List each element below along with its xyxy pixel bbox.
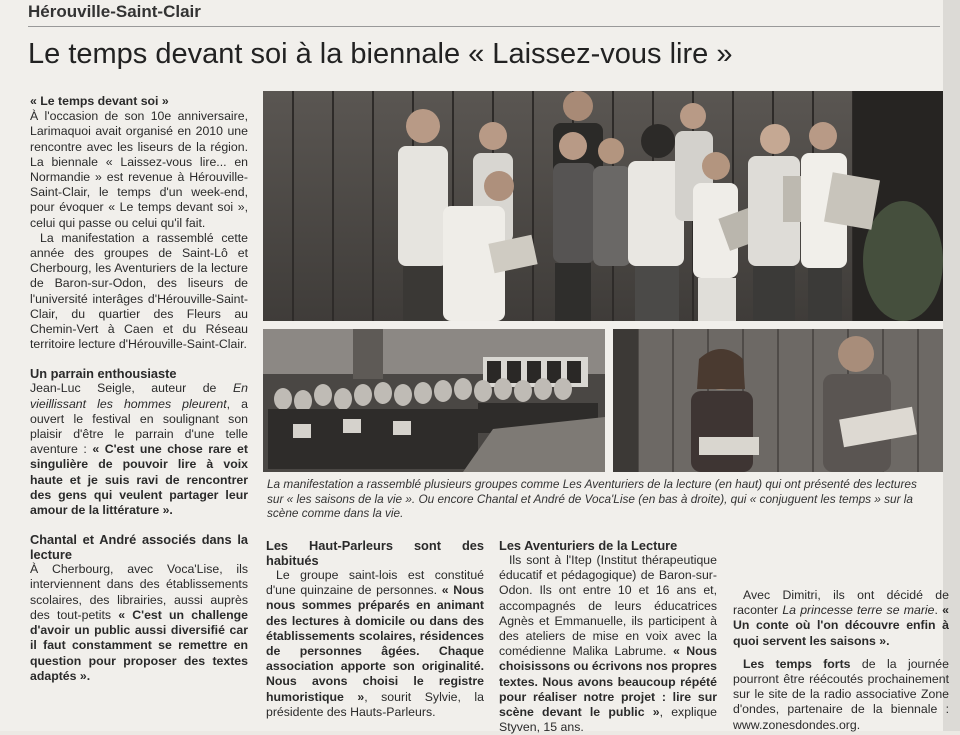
column-4 <box>733 588 949 733</box>
hautparleurs-quote: « Nous nous sommes préparés en animant des lectures à domicile ou dans des établissements scolaires, résidences de personnes âgées. Chaque association apporte son originalité. Nous avons choisi le registre humoristique » <box>266 583 485 704</box>
public-photo-image <box>263 329 605 472</box>
column-2 <box>266 538 484 720</box>
chantal-quote: « C'est un challenge d'avoir un public aussi diversifié car il faut constamment se remettre en question pour proposer des textes adaptés ». <box>30 607 248 683</box>
parrain-book-title: En vieillissant les hommes pleurent <box>30 381 248 411</box>
dimitri-quote: « Un conte où l'on découvre enfin à quoi servent les saisons ». <box>733 603 949 648</box>
chantal-andre-photo-image <box>613 329 943 472</box>
intro-kicker: « Le temps devant soi » <box>30 94 169 108</box>
aventuriers-heading: Les Aventuriers de la Lecture <box>499 538 678 553</box>
tempsforts-paragraph: Les temps forts de la journée pourront être réécoutés prochainement sur le site de la radio associative Zone d'ondes, partenaire de la biennale : www.zonesdondes.org. <box>733 656 949 732</box>
hautparleurs-heading: Les Haut-Parleurs sont des habitués <box>266 538 484 568</box>
chantal-paragraph: À Cherbourg, avec Voca'Lise, ils interviennent dans des établissements scolaires, des librairies, aussi auprès des tout-petits « C'est un challenge d'avoir un public aussi diversifié car il faut constamment se remettre en question pour proposer des textes adaptés ». <box>30 562 248 683</box>
header-rule <box>28 26 940 27</box>
chantal-heading: Chantal et André associés dans la lecture <box>30 532 248 563</box>
aventuriers-paragraph: Ils sont à l'Itep (Institut thérapeutique éducatif et pédagogique) de Baron-sur-Odon. Ils ont entre 10 et 16 ans et, accompagnés de leurs éducatrices Agnès et Emmanuelle, ils participent à des ateliers de mise en voix avec la comédienne Malika Labrume. « Nous choisissons ou écrivons nos propres textes. Nous avons beaucoup répété pour réaliser notre projet : lire sur scène devant le public », explique Styven, 15 ans. <box>499 553 718 735</box>
parrain-heading: Un parrain enthousiaste <box>30 366 177 382</box>
parrain-paragraph: Jean-Luc Seigle, auteur de En vieillissant les hommes pleurent, a ouvert le festival en soulignant son plaisir d'être le parrain d'une telle aventure : « C'est une chose rare et singulière de pouvoir lire à voix haute et je suis ravi de rencontrer des gens qui veulent partager leur amour de la littérature ». <box>30 381 248 518</box>
intro-paragraph-1: À l'occasion de son 10e anniversaire, Larimaquoi avait organisé en 2010 une rencontre avec les liseurs de la région. La biennale « Laissez-vous lire... en Normandie » est revenue à Hérouville-Saint-Clair, le temps d'un week-end, pour évoquer « Le temps devant soi », celui qui passe ou celui qu'il fait. <box>30 109 248 230</box>
aventuriers-quote: « Nous choisissons ou écrivons nos propres textes. Nous avons beaucoup répété pour réaliser notre projet : lire sur scène devant le public » <box>499 644 717 720</box>
tempsforts-heading: Les temps forts <box>743 656 851 671</box>
city-label: Hérouville-Saint-Clair <box>28 2 201 21</box>
intro-paragraph-2: La manifestation a rassemblé cette année des groupes de Saint-Lô et Cherbourg, les Aventuriers de la lecture de Baron-sur-Odon, des liseurs de l'université interâges d'Hérouville-Saint-Clair, du quartier des Fleurs au Chemin-Vert à Caen et du Réseau territoire lecture d'Hérouville-Saint-Clair. <box>30 230 248 352</box>
headline: Le temps devant soi à la biennale « Laissez-vous lire » <box>28 38 733 70</box>
column-3 <box>499 538 717 735</box>
photo-caption: La manifestation a rassemblé plusieurs groupes comme Les Aventuriers de la lecture (en haut) qui ont présenté des lectures sur « les saisons de la vie ». Ou encore Chantal et André de Voca'Lise (en bas à droite), qui « conjuguent les temps » sur la scène comme dans la vie. <box>267 477 917 521</box>
photo-top <box>263 91 943 321</box>
dimitri-title: La princesse terre se marie <box>782 603 935 618</box>
column-1 <box>30 94 248 684</box>
parrain-quote: « C'est une chose rare et singulière de pouvoir lire à voix haute et je suis ravi de rencontrer des gens qui veulent partager leur amour de la littérature ». <box>30 442 248 518</box>
photo-bottom-left <box>263 329 605 472</box>
hautparleurs-paragraph: Le groupe saint-lois est constitué d'une quinzaine de personnes. « Nous nous sommes préparés en animant des lectures à domicile ou dans des établissements scolaires, résidences de personnes âgées. Chaque association apporte son originalité. Nous avons choisi le registre humoristique », sourit Sylvie, la présidente des Hauts-Parleurs. <box>266 568 485 719</box>
aventuriers-photo-image <box>263 91 943 321</box>
photo-bottom-right <box>613 329 943 472</box>
dimitri-paragraph: Avec Dimitri, ils ont décidé de raconter La princesse terre se marie. « Un conte où l'on découvre enfin à quoi servent les saisons ». <box>733 588 949 648</box>
